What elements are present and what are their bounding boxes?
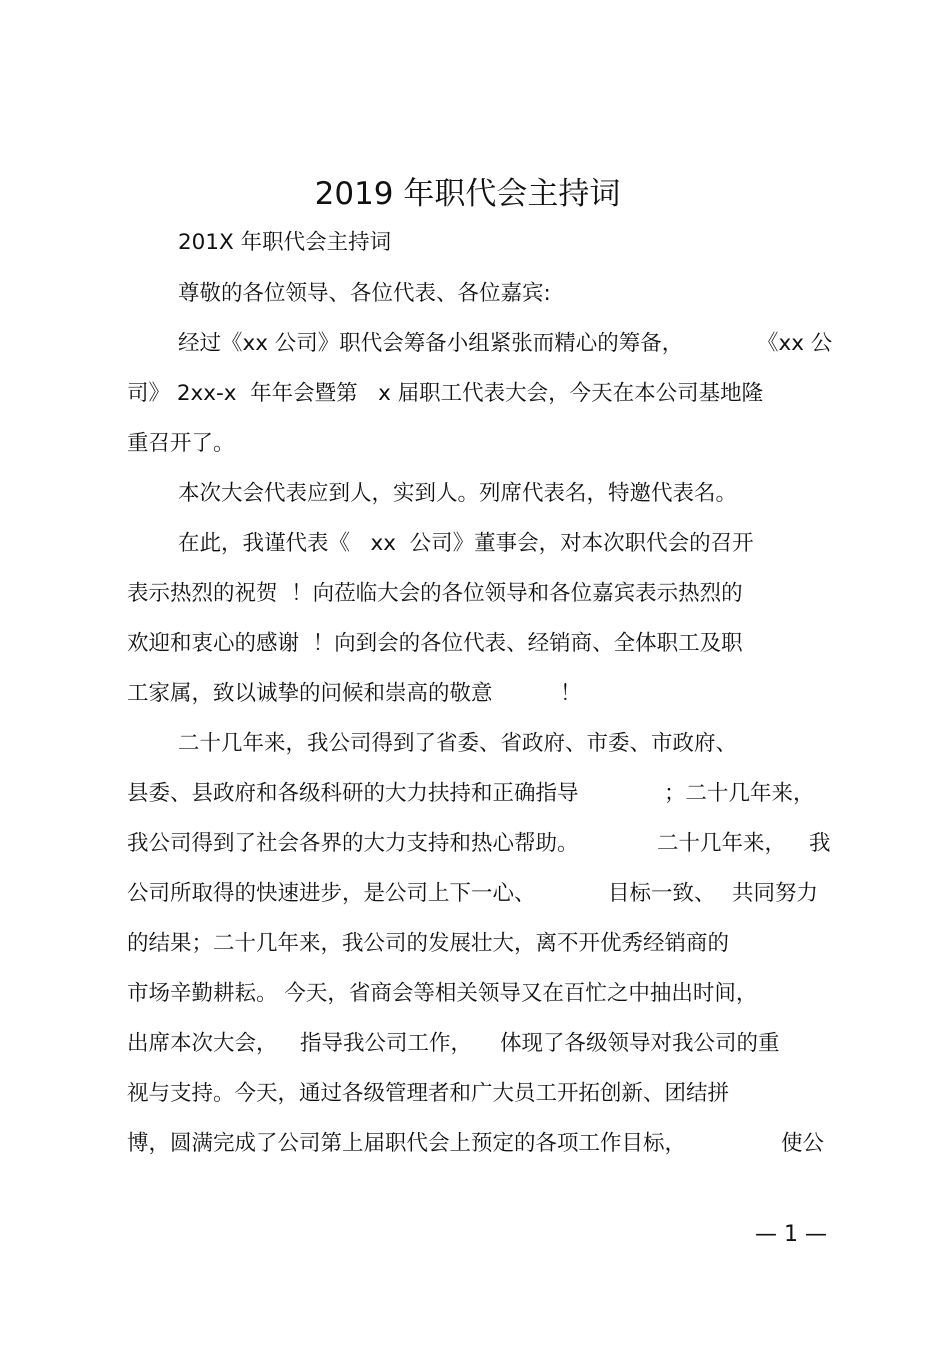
text-line: 尊敬的各位领导、各位代表、各位嘉宾: xyxy=(178,281,551,306)
text-line: 本次大会代表应到人，实到人。列席代表名，特邀代表名。 xyxy=(178,481,738,506)
text-line: 我公司得到了社会各界的大力支持和热心帮助。 xyxy=(127,831,579,856)
text-line: 司》 2xx-x 年年会暨第 x 届职工代表大会，今天在本公司基地隆 xyxy=(127,381,764,406)
page-number: — 1 — xyxy=(755,1222,827,1247)
text-line: 重召开了。 xyxy=(127,431,235,456)
text-line: 二十几年来， xyxy=(657,831,787,856)
text-line: 出席本次大会， xyxy=(127,1031,278,1056)
text-line: 指导我公司工作， xyxy=(300,1031,473,1056)
text-line: 共同努力 xyxy=(732,881,819,906)
text-line: ！ xyxy=(560,681,582,706)
text-line: 在此，我谨代表《 xx 公司》董事会，对本次职代会的召开 xyxy=(178,531,754,556)
text-line: ；二十几年来， xyxy=(664,781,815,806)
text-line: 201X 年职代会主持词 xyxy=(178,230,392,255)
text-line: 的结果；二十几年来，我公司的发展壮大，离不开优秀经销商的 xyxy=(127,931,730,956)
document-title: 2019 年职代会主持词 xyxy=(314,176,621,212)
text-line: 博，圆满完成了公司第上届职代会上预定的各项工作目标， xyxy=(127,1131,687,1156)
text-line: 工家属，致以诚挚的问候和崇高的敬意 xyxy=(127,681,493,706)
text-line: 欢迎和衷心的感谢 ！向到会的各位代表、经销商、全体职工及职 xyxy=(127,631,743,656)
text-line: 目标一致、 xyxy=(608,881,716,906)
text-line: 二十几年来，我公司得到了省委、省政府、市委、市政府、 xyxy=(178,731,738,756)
text-line: 县委、县政府和各级科研的大力扶持和正确指导 xyxy=(127,781,579,806)
text-line: 公司所取得的快速进步，是公司上下一心、 xyxy=(127,881,536,906)
text-line: 经过《xx 公司》职代会筹备小组紧张而精心的筹备， xyxy=(178,331,684,356)
text-line: 视与支持。今天，通过各级管理者和广大员工开拓创新、团结拼 xyxy=(127,1081,730,1106)
text-line: 体现了各级领导对我公司的重 xyxy=(500,1031,780,1056)
text-line: 我 xyxy=(809,831,831,856)
text-line: 《xx 公 xyxy=(757,331,833,356)
text-line: 使公 xyxy=(781,1131,825,1156)
text-line: 表示热烈的祝贺 ！向莅临大会的各位领导和各位嘉宾表示热烈的 xyxy=(127,581,743,606)
text-line: 市场辛勤耕耘。 今天，省商会等相关领导又在百忙之中抽出时间， xyxy=(127,981,758,1006)
